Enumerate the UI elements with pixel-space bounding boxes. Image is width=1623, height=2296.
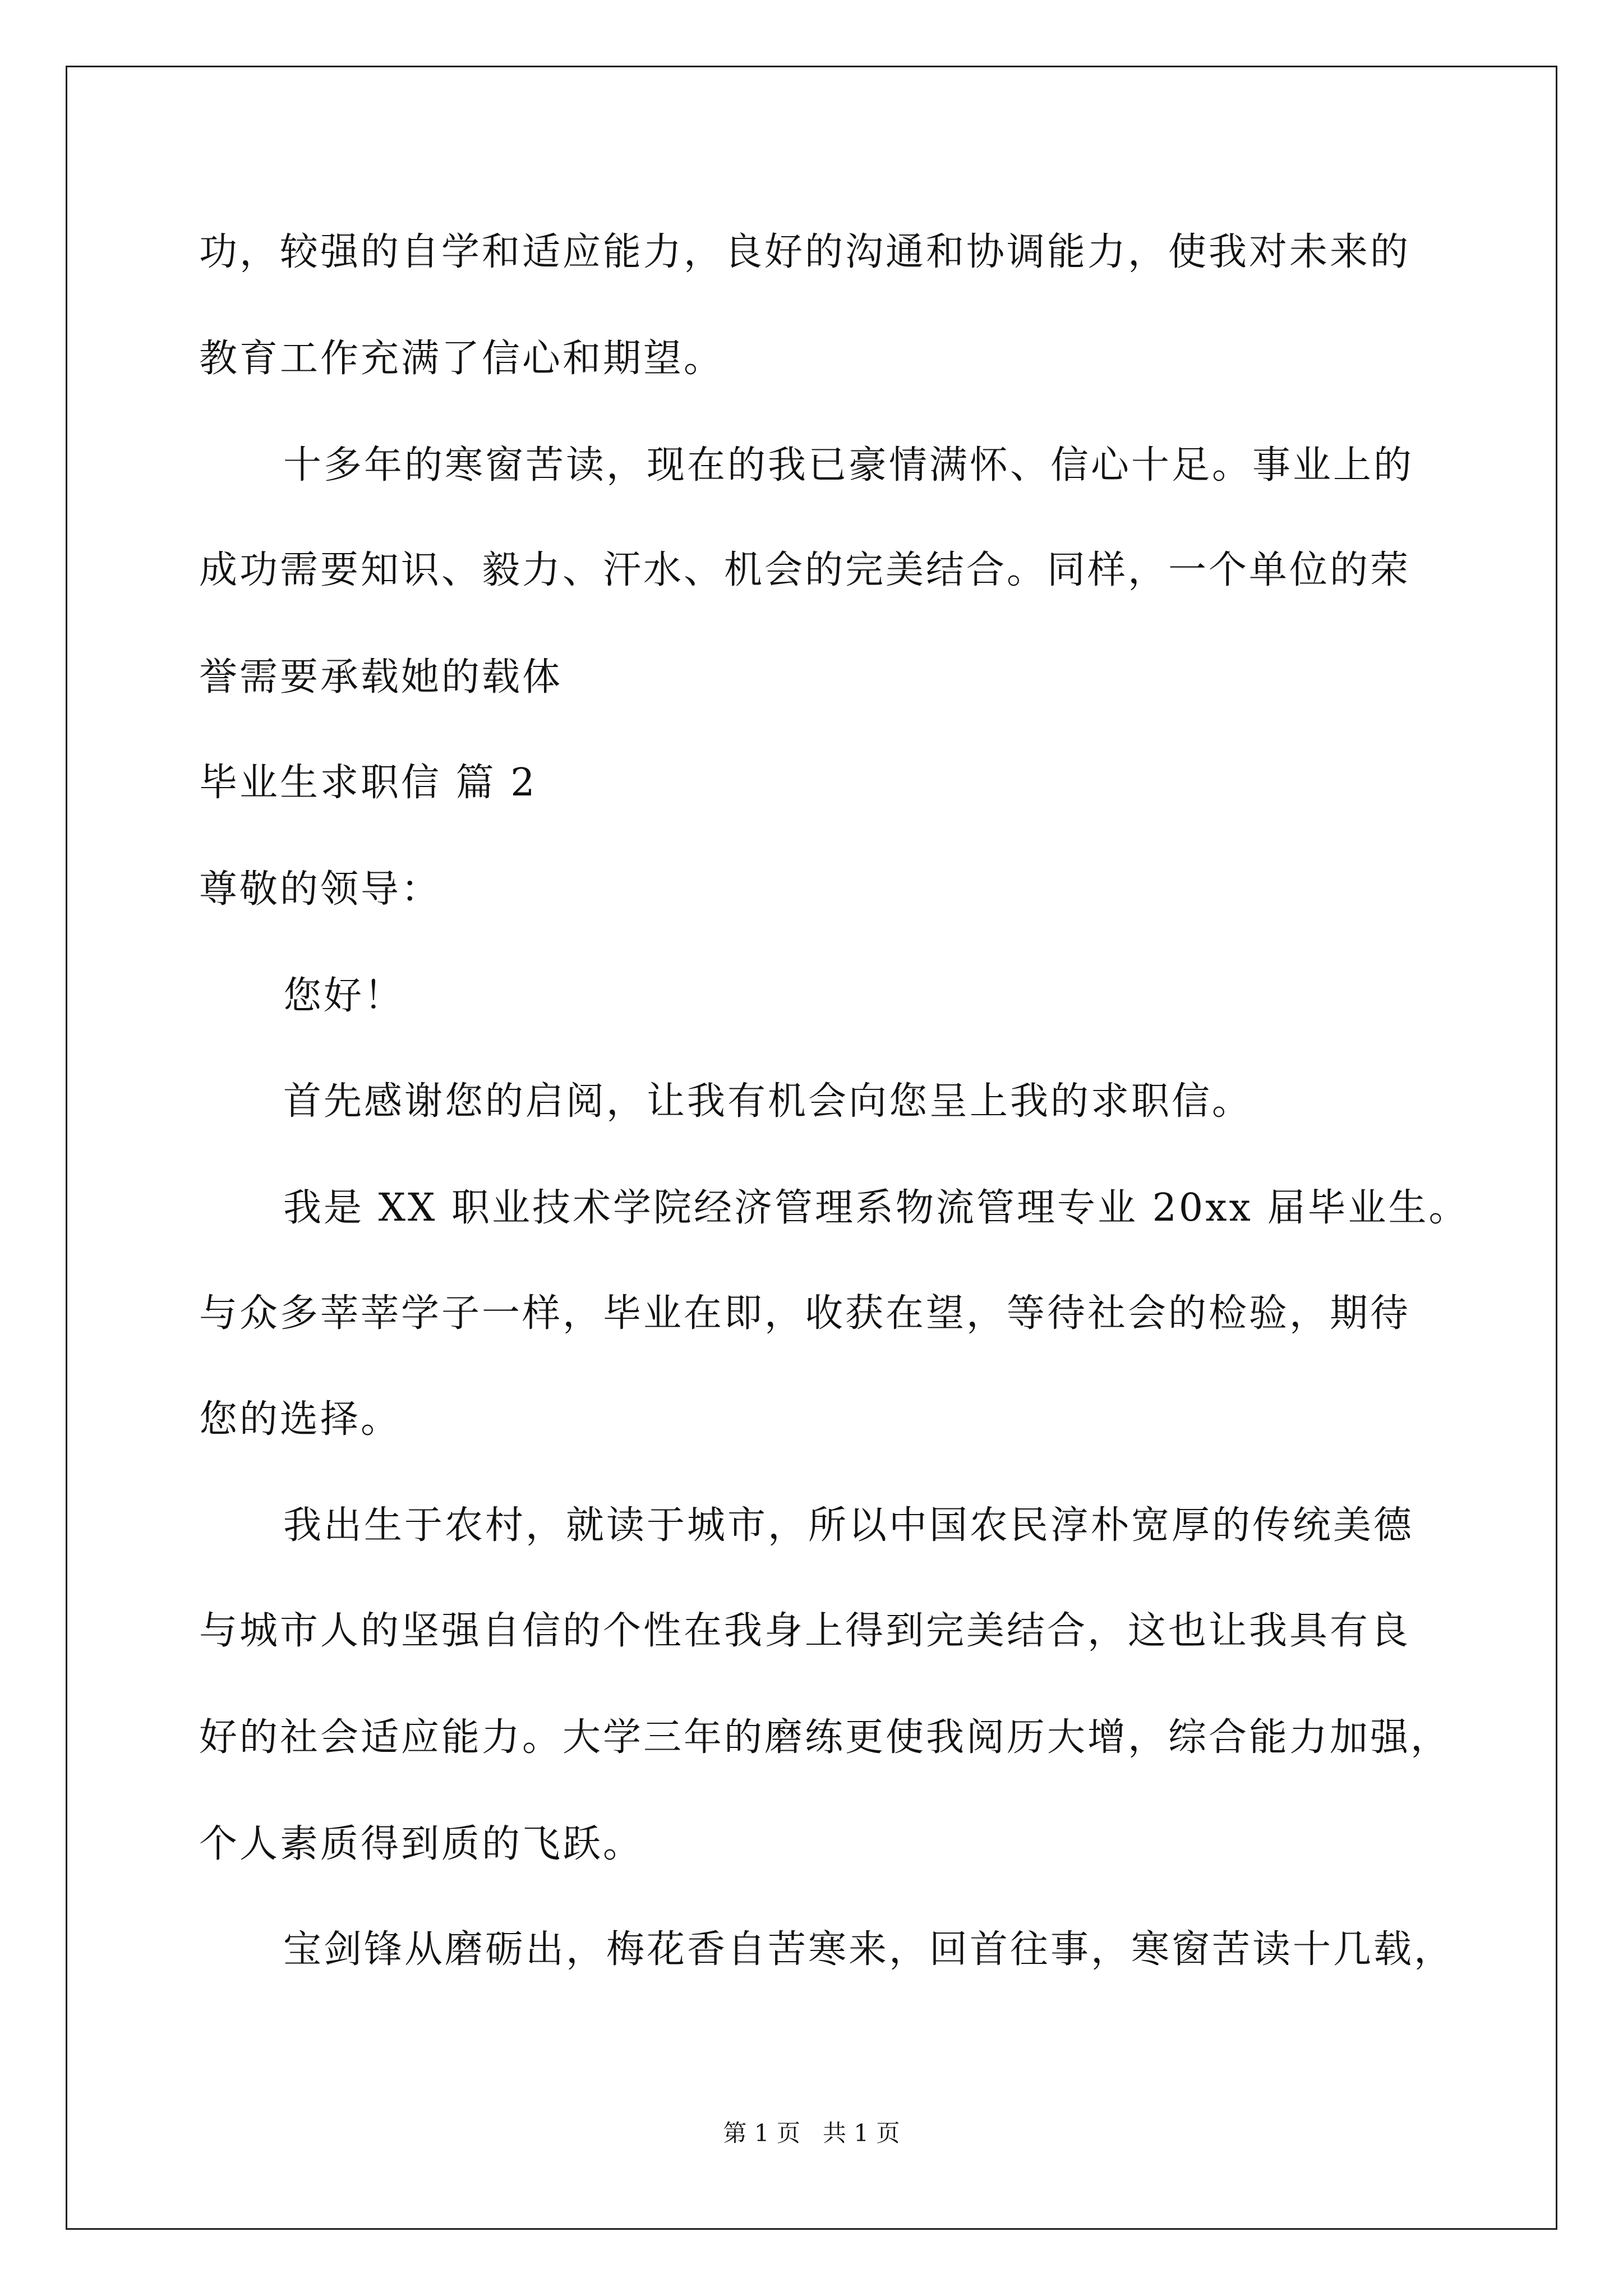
page-border [66, 66, 1557, 2230]
paragraph-line: 我是 XX 职业技术学院经济管理系物流管理专业 20xx 届毕业生。 [283, 1186, 1469, 1230]
paragraph-line: 好的社会适应能力。大学三年的磨练更使我阅历大增，综合能力加强， [199, 1715, 1451, 1760]
paragraph-line: 誉需要承载她的载体 [199, 655, 563, 700]
page-footer: 第 1 页 共 1 页 [723, 2119, 900, 2147]
paragraph-line: 您的选择。 [199, 1397, 402, 1442]
section-heading: 毕业生求职信 篇 2 [199, 761, 537, 805]
greeting: 您好！ [283, 974, 405, 1018]
paragraph-line: 我出生于农村，就读于城市，所以中国农民淳朴宽厚的传统美德 [283, 1503, 1414, 1548]
paragraph-line: 个人素质得到质的飞跃。 [199, 1822, 644, 1866]
paragraph-line: 教育工作充满了信心和期望。 [199, 337, 725, 381]
paragraph-line: 功，较强的自学和适应能力，良好的沟通和协调能力，使我对未来的 [199, 230, 1411, 274]
paragraph-line: 与众多莘莘学子一样，毕业在即，收获在望，等待社会的检验，期待 [199, 1291, 1411, 1336]
paragraph-line: 与城市人的坚强自信的个性在我身上得到完美结合，这也让我具有良 [199, 1609, 1411, 1653]
paragraph-line: 十多年的寒窗苦读，现在的我已豪情满怀、信心十足。事业上的 [283, 443, 1414, 487]
paragraph-line: 宝剑锋从磨砺出，梅花香自苦寒来，回首往事，寒窗苦读十几载， [283, 1927, 1455, 1972]
paragraph-line: 首先感谢您的启阅，让我有机会向您呈上我的求职信。 [283, 1079, 1253, 1124]
salutation: 尊敬的领导： [199, 867, 442, 912]
paragraph-line: 成功需要知识、毅力、汗水、机会的完美结合。同样，一个单位的荣 [199, 548, 1411, 592]
